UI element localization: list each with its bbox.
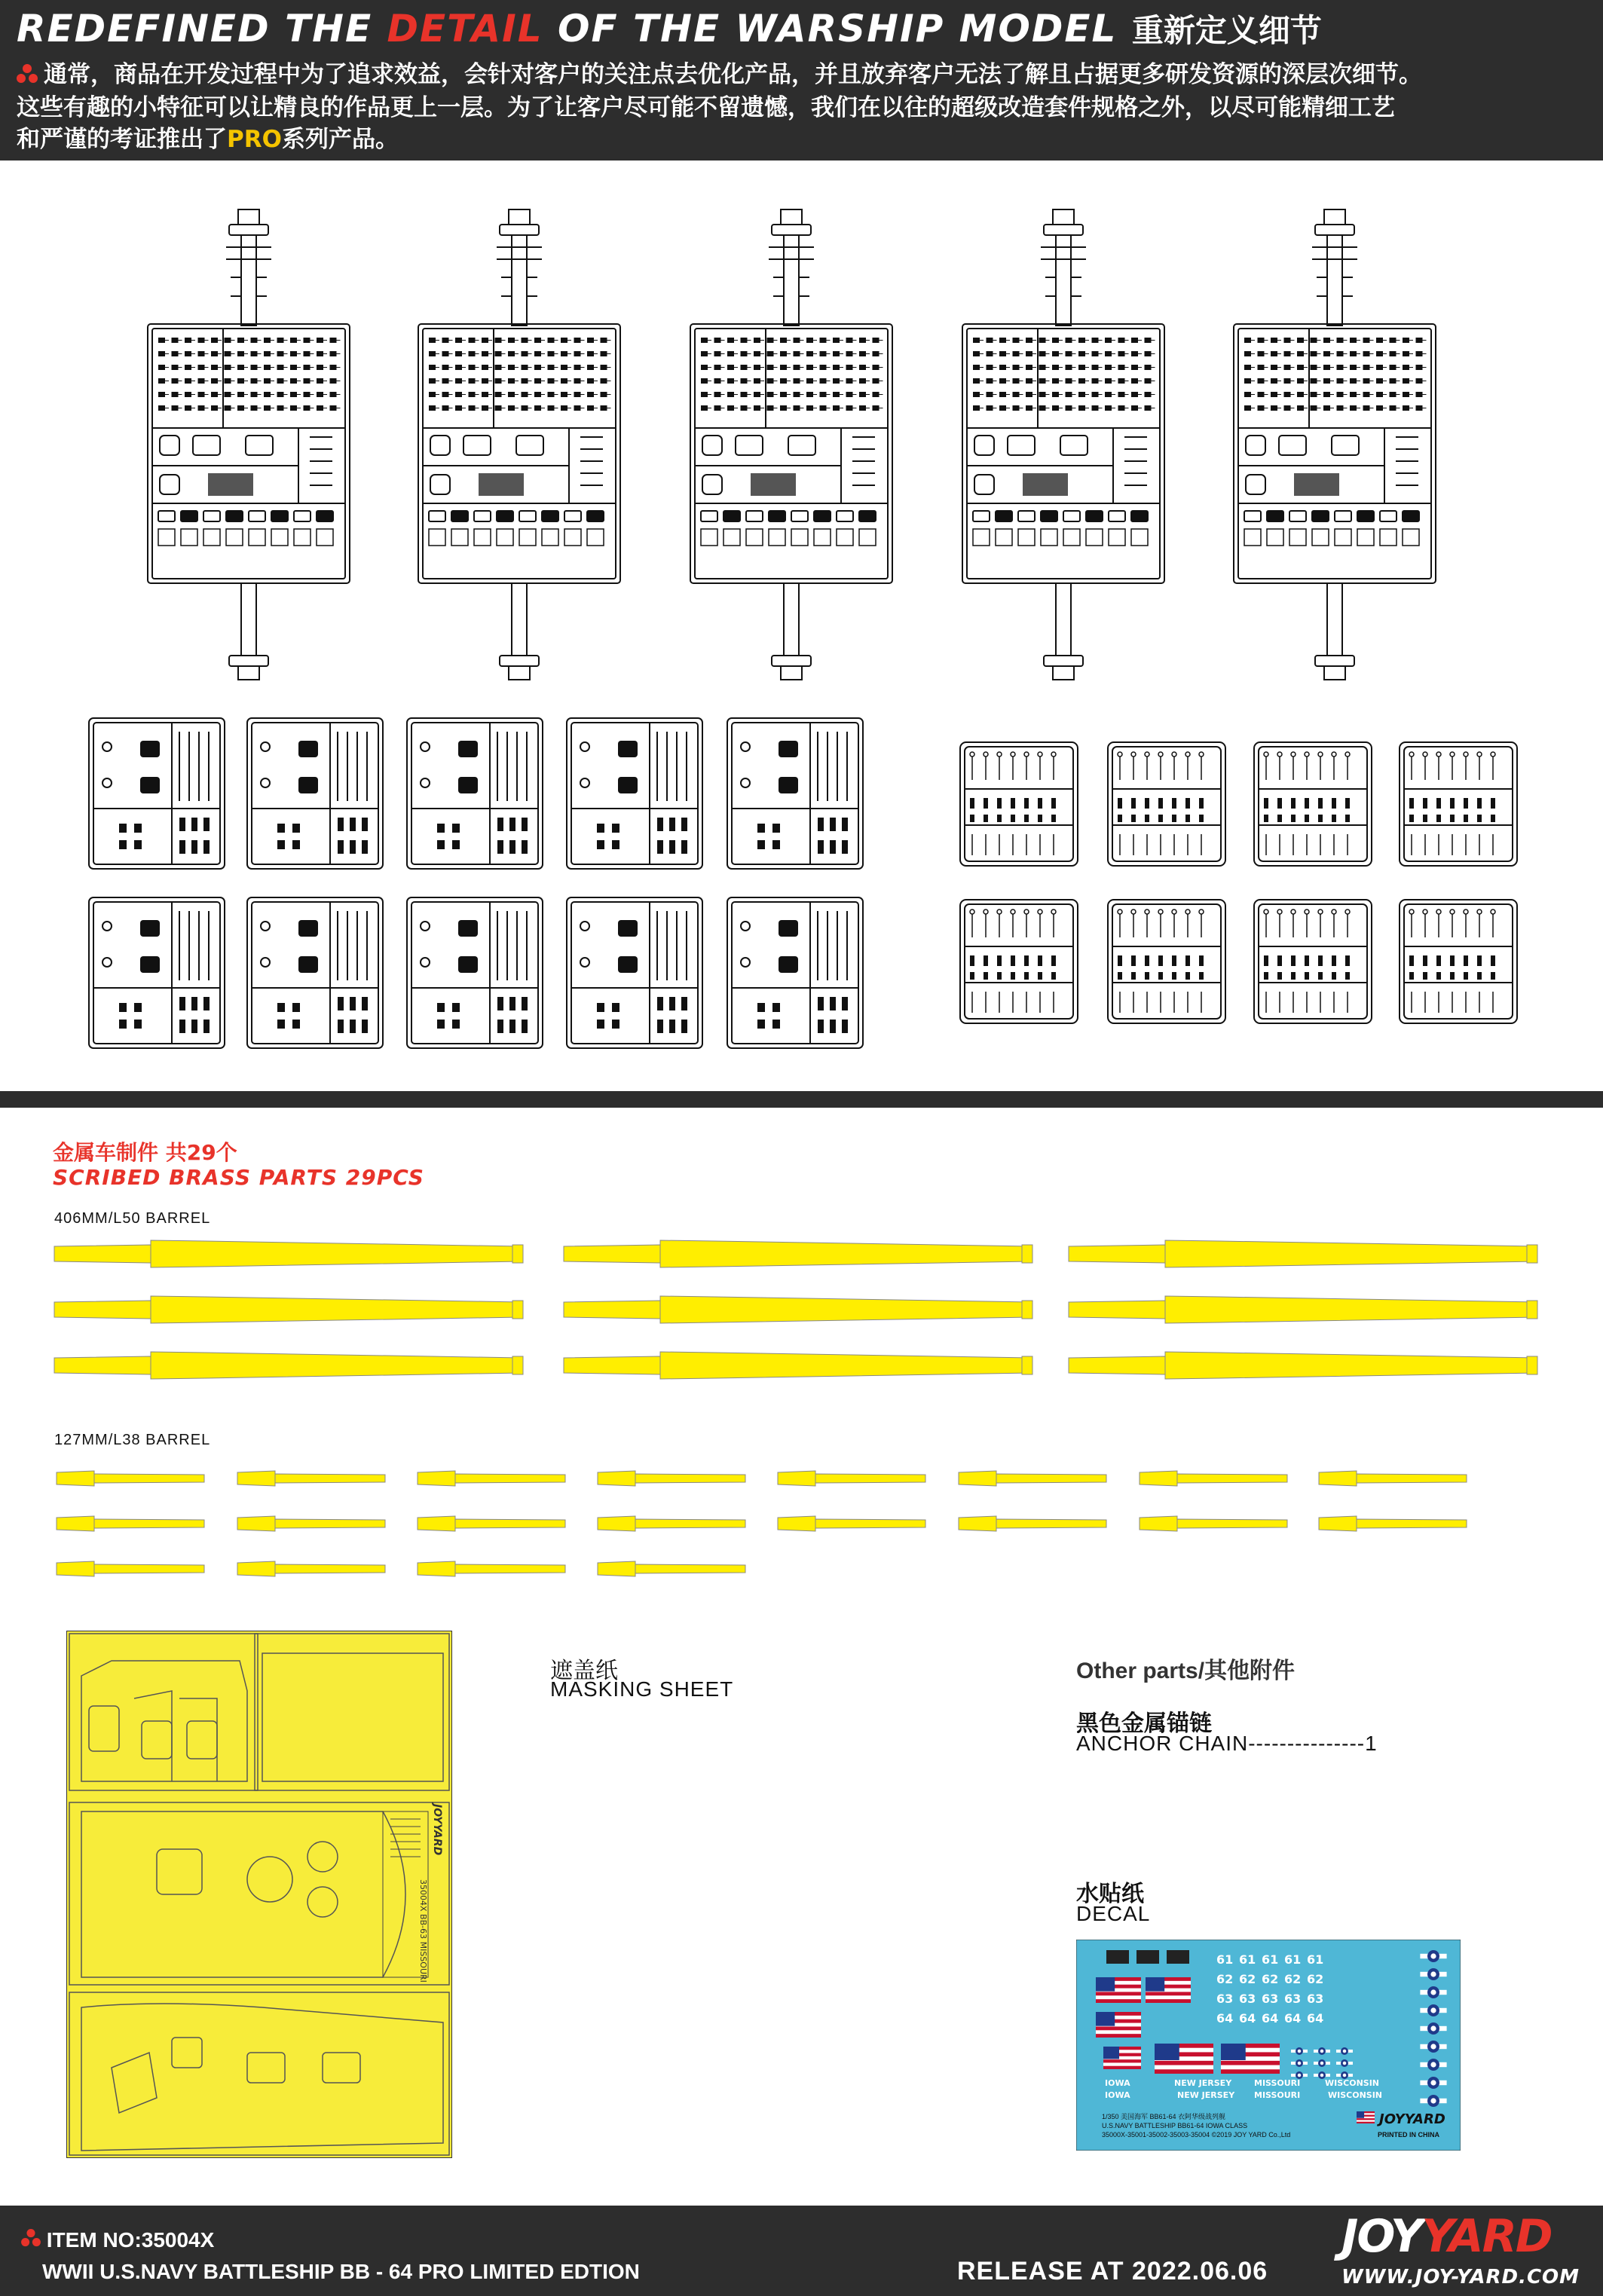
decal-caption-2: U.S.NAVY BATTLESHIP BB61-64 IOWA CLASS (1102, 2122, 1248, 2129)
barrel-406-7 (54, 1352, 523, 1379)
header-banner (0, 0, 1603, 161)
big-sprue-5 (1234, 209, 1436, 680)
decal-ship-name-iowa: IOWA (1105, 2078, 1130, 2088)
decal-ship-name-missouri-2: MISSOURI (1254, 2090, 1301, 2100)
big-sprue-4 (962, 209, 1164, 680)
brass-title-en: SCRIBED BRASS PARTS 29PCS (53, 1165, 424, 1190)
masking-sheet-code-mark: 35004X BB-63 MISSOURI (418, 1879, 428, 1983)
headline: REDEFINED THE DETAIL OF THE WARSHIP MODEL 重新定义细节 (17, 7, 1322, 50)
barrel-127-19 (418, 1561, 565, 1576)
small-sprue-1 (960, 742, 1078, 866)
us-flag-decal-4 (1103, 2047, 1141, 2069)
barrel-127-label: 127MM/L38 BARREL (54, 1432, 211, 1448)
us-flag-decal-7 (1357, 2111, 1375, 2123)
barrel-406-label: 406MM/L50 BARREL (54, 1210, 211, 1227)
masking-title-en: MASKING SHEET (550, 1677, 734, 1701)
section-divider (0, 1091, 1603, 1108)
barrel-406-9 (1069, 1352, 1537, 1379)
ship-title: WWII U.S.NAVY BATTLESHIP BB - 64 PRO LIMITED EDTION (42, 2260, 640, 2283)
barrel-127-16 (1319, 1516, 1467, 1531)
decal-hull-number-62: 62 (1216, 1972, 1234, 1986)
big-sprue-parts-1 (158, 338, 341, 546)
barrel-127-12 (598, 1516, 745, 1531)
mid-sprue-2 (247, 718, 383, 869)
masking-sheet-brand-mark: JOYYARD (431, 1804, 443, 1856)
decal-hull-number-64: 64 (1262, 2011, 1279, 2025)
brass-title-cn: 金属车制件 共29个 (53, 1140, 237, 1165)
sprue-drawings (0, 161, 1603, 1091)
small-sprue-5 (960, 900, 1078, 1023)
small-sprue-6 (1108, 900, 1225, 1023)
barrel-127-9 (57, 1516, 204, 1531)
barrel-127-3 (418, 1471, 565, 1486)
mid-sprue-7 (247, 897, 383, 1048)
small-sprue-7 (1254, 900, 1372, 1023)
decal-hull-number-63: 63 (1307, 1992, 1324, 2006)
anchor-title-cn: 黑色金属锚链 (1076, 1711, 1212, 1736)
intro-text (17, 59, 1584, 155)
mid-sprue-4 (567, 718, 702, 869)
small-sprue-8 (1400, 900, 1517, 1023)
decal-brand: JOYYARD (1379, 2111, 1445, 2127)
brass-barrels (0, 1228, 1603, 1582)
big-sprue-3 (690, 209, 892, 680)
small-sprue-4 (1400, 742, 1517, 866)
decal-hull-number-61: 61 (1216, 1952, 1234, 1967)
decal-title-cn: 水贴纸 (1076, 1882, 1144, 1906)
release-date: RELEASE AT 2022.06.06 (957, 2257, 1268, 2285)
decal-ship-name-iowa-2: IOWA (1105, 2090, 1130, 2100)
barrel-127-18 (237, 1561, 385, 1576)
barrel-127-20 (598, 1561, 745, 1576)
small-sprue-3 (1254, 742, 1372, 866)
mid-sprue-3 (407, 718, 543, 869)
mid-sprue-1 (89, 718, 225, 869)
big-sprue-parts-3 (701, 338, 883, 546)
small-sprue-2 (1108, 742, 1225, 866)
other-parts-title: Other parts/其他附件 (1076, 1659, 1296, 1683)
mid-sprue-5 (727, 718, 863, 869)
decal-printed: PRINTED IN CHINA (1378, 2131, 1440, 2139)
headline-accent: DETAIL (387, 7, 543, 50)
barrel-127-13 (778, 1516, 925, 1531)
decal-hull-number-63: 63 (1262, 1992, 1279, 2006)
masking-sheet (66, 1631, 452, 2158)
decal-title-en: DECAL (1076, 1902, 1151, 1925)
brand-logo: JOYYARD (1341, 2210, 1552, 2263)
decal-ship-name-new-jersey: NEW JERSEY (1174, 2078, 1232, 2088)
decal-hull-number-62: 62 (1239, 1972, 1256, 1986)
decal-hull-number-61: 61 (1262, 1952, 1279, 1967)
footer-bar (0, 2206, 1603, 2296)
barrel-127-15 (1140, 1516, 1287, 1531)
big-sprue-2 (418, 209, 620, 680)
barrel-406-3 (1069, 1240, 1537, 1267)
decal-hull-number-62: 62 (1284, 1972, 1302, 1986)
decal-hull-number-62: 62 (1262, 1972, 1279, 1986)
decal-hull-number-64: 64 (1239, 2011, 1256, 2025)
barrel-406-2 (564, 1240, 1032, 1267)
barrel-127-2 (237, 1471, 385, 1486)
barrel-127-5 (778, 1471, 925, 1486)
intro-line-3: 和严谨的考证推出了PRO系列产品。 (17, 125, 399, 153)
barrel-406-8 (564, 1352, 1032, 1379)
mid-sprue-9 (567, 897, 702, 1048)
barrel-406-4 (54, 1296, 523, 1323)
mid-sprue-6 (89, 897, 225, 1048)
decal-ship-name-wisconsin: WISCONSIN (1325, 2078, 1379, 2088)
decal-ship-name-new-jersey-2: NEW JERSEY (1177, 2090, 1235, 2100)
big-sprue-parts-4 (973, 338, 1155, 546)
intro-line-2: 这些有趣的小特征可以让精良的作品更上一层。为了让客户尽可能不留遗憾，我们在以往的超级改造套件规格之外，以尽可能精细工艺 (17, 93, 1395, 121)
us-flag-decal-1 (1096, 1977, 1141, 2003)
decal-hull-number-64: 64 (1284, 2011, 1302, 2025)
barrel-406-6 (1069, 1296, 1537, 1323)
us-flag-decal-2 (1146, 1977, 1191, 2003)
website: WWW.JOY-YARD.COM (1341, 2266, 1580, 2288)
decal-hull-number-63: 63 (1239, 1992, 1256, 2006)
decal-caption-3: 35000X-35001-35002-35003-35004 ©2019 JOY YARD Co.,Ltd (1102, 2131, 1291, 2139)
decal-hull-number-61: 61 (1284, 1952, 1302, 1967)
us-flag-decal-5 (1155, 2044, 1213, 2074)
barrel-127-11 (418, 1516, 565, 1531)
intro-line-1: 通常，商品在开发过程中为了追求效益，会针对客户的关注点去优化产品，并且放弃客户无法了解且占据更多研发资源的深层次细节。 (44, 61, 1422, 88)
barrel-127-17 (57, 1561, 204, 1576)
us-flag-decal-6 (1221, 2044, 1280, 2074)
masking-title-cn: 遮盖纸 (550, 1659, 618, 1683)
decal-hull-number-64: 64 (1307, 2011, 1324, 2025)
big-sprue-parts-5 (1244, 338, 1427, 546)
triangle-logo-icon (17, 60, 38, 92)
barrel-127-7 (1140, 1471, 1287, 1486)
big-sprue-parts-2 (429, 338, 611, 546)
pro-highlight: PRO (227, 125, 282, 153)
anchor-title-en: ANCHOR CHAIN---------------1 (1076, 1732, 1378, 1755)
decal-hull-number-62: 62 (1307, 1972, 1324, 1986)
decal-sheet (1076, 1940, 1461, 2151)
barrel-127-8 (1319, 1471, 1467, 1486)
barrel-406-5 (564, 1296, 1032, 1323)
decal-hull-number-61: 61 (1239, 1952, 1256, 1967)
decal-hull-number-63: 63 (1216, 1992, 1234, 2006)
us-flag-decal-3 (1096, 2012, 1141, 2038)
decal-hull-number-63: 63 (1284, 1992, 1302, 2006)
decal-caption-1: 1/350 美国海军 BB61-64 衣阿华级战列舰 (1102, 2113, 1226, 2120)
barrel-127-1 (57, 1471, 204, 1486)
decal-hull-number-61: 61 (1307, 1952, 1324, 1967)
mid-sprue-10 (727, 897, 863, 1048)
barrel-127-4 (598, 1471, 745, 1486)
barrel-127-10 (237, 1516, 385, 1531)
big-sprue-1 (148, 209, 350, 680)
item-number: ITEM NO:35004X (21, 2228, 214, 2252)
barrel-127-14 (959, 1516, 1106, 1531)
headline-cn: 重新定义细节 (1131, 12, 1322, 49)
decal-ship-name-missouri: MISSOURI (1254, 2078, 1301, 2088)
decal-ship-name-wisconsin-2: WISCONSIN (1328, 2090, 1382, 2100)
barrel-127-6 (959, 1471, 1106, 1486)
barrel-406-1 (54, 1240, 523, 1267)
decal-hull-number-64: 64 (1216, 2011, 1234, 2025)
triangle-logo-icon (21, 2228, 41, 2252)
mid-sprue-8 (407, 897, 543, 1048)
